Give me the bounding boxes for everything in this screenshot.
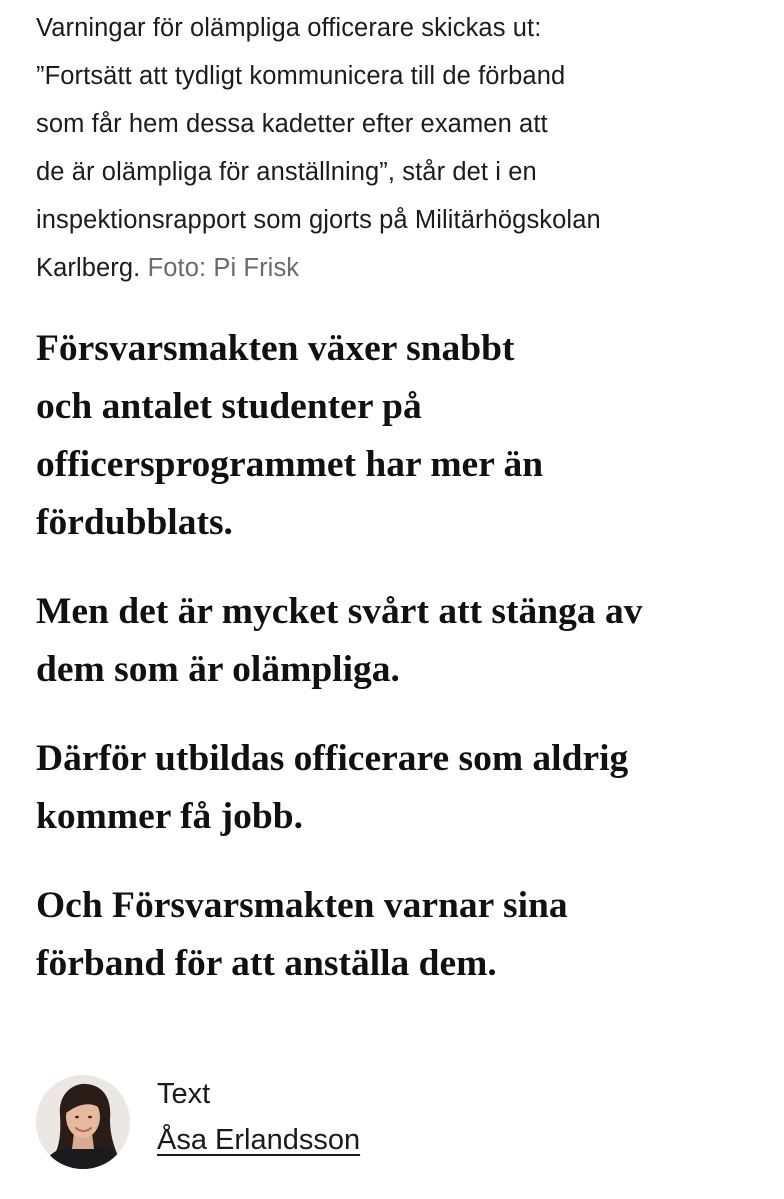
author-avatar[interactable] (36, 1075, 130, 1169)
article-body (36, 0, 766, 993)
lead-paragraph (36, 877, 766, 993)
caption-line: Varningar för olämpliga officerare skickas ut: (36, 14, 542, 42)
lead-paragraph (36, 320, 766, 552)
lead-line: fördubblats. (36, 502, 233, 543)
lead-line: dem som är olämpliga. (36, 649, 400, 690)
lead-line: förband för att anställa dem. (36, 943, 497, 984)
caption-line: som får hem dessa kadetter efter examen att (36, 110, 548, 138)
author-portrait-icon (36, 1075, 130, 1169)
lead-paragraph (36, 583, 766, 699)
byline-label: Text (157, 1078, 211, 1110)
caption-line: Karlberg. (36, 254, 141, 282)
lead-line: Försvarsmakten växer snabbt (36, 328, 515, 369)
photo-credit: Foto: Pi Frisk (147, 254, 300, 282)
lead-line: kommer få jobb. (36, 796, 304, 837)
lead-line: Och Försvarsmakten varnar sina (36, 885, 568, 926)
lead-paragraph (36, 730, 766, 846)
lead-line: Därför utbildas officerare som aldrig (36, 738, 629, 779)
author-name-link[interactable]: Åsa Erlandsson (157, 1124, 361, 1156)
caption-line: inspektionsrapport som gjorts på Militärhögskolan (36, 206, 601, 234)
caption-line: de är olämpliga för anställning”, står det i en (36, 158, 537, 186)
lead-line: Men det är mycket svårt att stänga av (36, 591, 643, 632)
lead-line: och antalet studenter på (36, 386, 422, 427)
caption-line: ”Fortsätt att tydligt kommunicera till de förband (36, 62, 566, 90)
photo-caption (36, 0, 766, 292)
author-byline (36, 1072, 636, 1172)
lead-line: officersprogrammet har mer än (36, 444, 544, 485)
